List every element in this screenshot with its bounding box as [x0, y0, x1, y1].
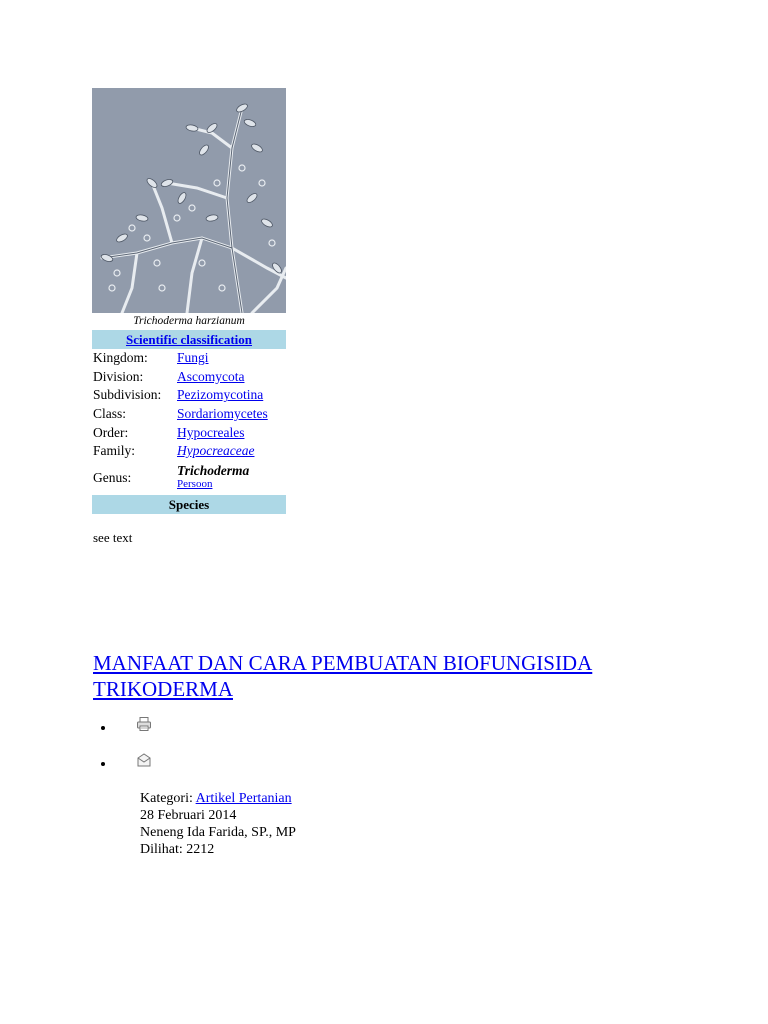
classification-table [92, 349, 286, 461]
genus-row [92, 461, 286, 495]
image-caption: Trichoderma harzianum [133, 315, 245, 327]
classification-row [92, 349, 286, 368]
taxon-link[interactable]: Pezizomycotina [177, 387, 264, 403]
classification-row [92, 368, 286, 387]
author: Neneng Ida Farida, SP., MP [140, 825, 296, 840]
views-line [140, 841, 296, 858]
scientific-classification-link[interactable]: Scientific classification [125, 332, 252, 347]
classification-row [92, 442, 286, 461]
rank-label: Order: [93, 424, 129, 440]
rank-label: Class: [93, 406, 127, 422]
rank-label: Subdivision: [93, 387, 162, 403]
trichoderma-micrograph [92, 88, 286, 313]
classification-row [92, 386, 286, 405]
genus-authority-link[interactable]: Persoon [177, 478, 213, 491]
rank-label: Kingdom: [93, 350, 148, 366]
taxobox [92, 88, 286, 514]
classification-row [92, 405, 286, 424]
rank-label: Family: [93, 443, 136, 459]
published-date: 28 Februari 2014 [140, 808, 237, 823]
email-icon[interactable] [136, 746, 152, 782]
views-label: Dilihat: [140, 842, 183, 857]
article-title-heading [93, 650, 713, 702]
taxon-link[interactable]: Fungi [177, 350, 209, 366]
classification-header [92, 330, 286, 349]
category-link[interactable]: Artikel Pertanian [195, 791, 292, 806]
taxon-link[interactable]: Hypocreaceae [177, 443, 255, 459]
print-action [116, 710, 152, 746]
species-header: Species [92, 495, 286, 514]
email-action [116, 746, 152, 782]
article-meta [140, 790, 296, 858]
taxon-link[interactable]: Ascomycota [177, 368, 245, 384]
genus-name: Trichoderma [177, 463, 250, 479]
category-line [140, 790, 296, 807]
classification-row [92, 423, 286, 442]
views-count: 2212 [186, 842, 215, 857]
rank-label: Division: [93, 368, 144, 384]
genus-table [92, 461, 286, 495]
taxon-link[interactable]: Hypocreales [177, 424, 245, 440]
see-text: see text [93, 530, 133, 545]
article-actions [100, 710, 152, 782]
print-icon[interactable] [136, 710, 152, 746]
genus-label: Genus: [93, 469, 132, 485]
taxon-link[interactable]: Sordariomycetes [177, 406, 268, 422]
category-label: Kategori: [140, 791, 193, 806]
article-title-link[interactable]: MANFAAT DAN CARA PEMBUATAN BIOFUNGISIDA TRIKODERMA [93, 651, 593, 701]
